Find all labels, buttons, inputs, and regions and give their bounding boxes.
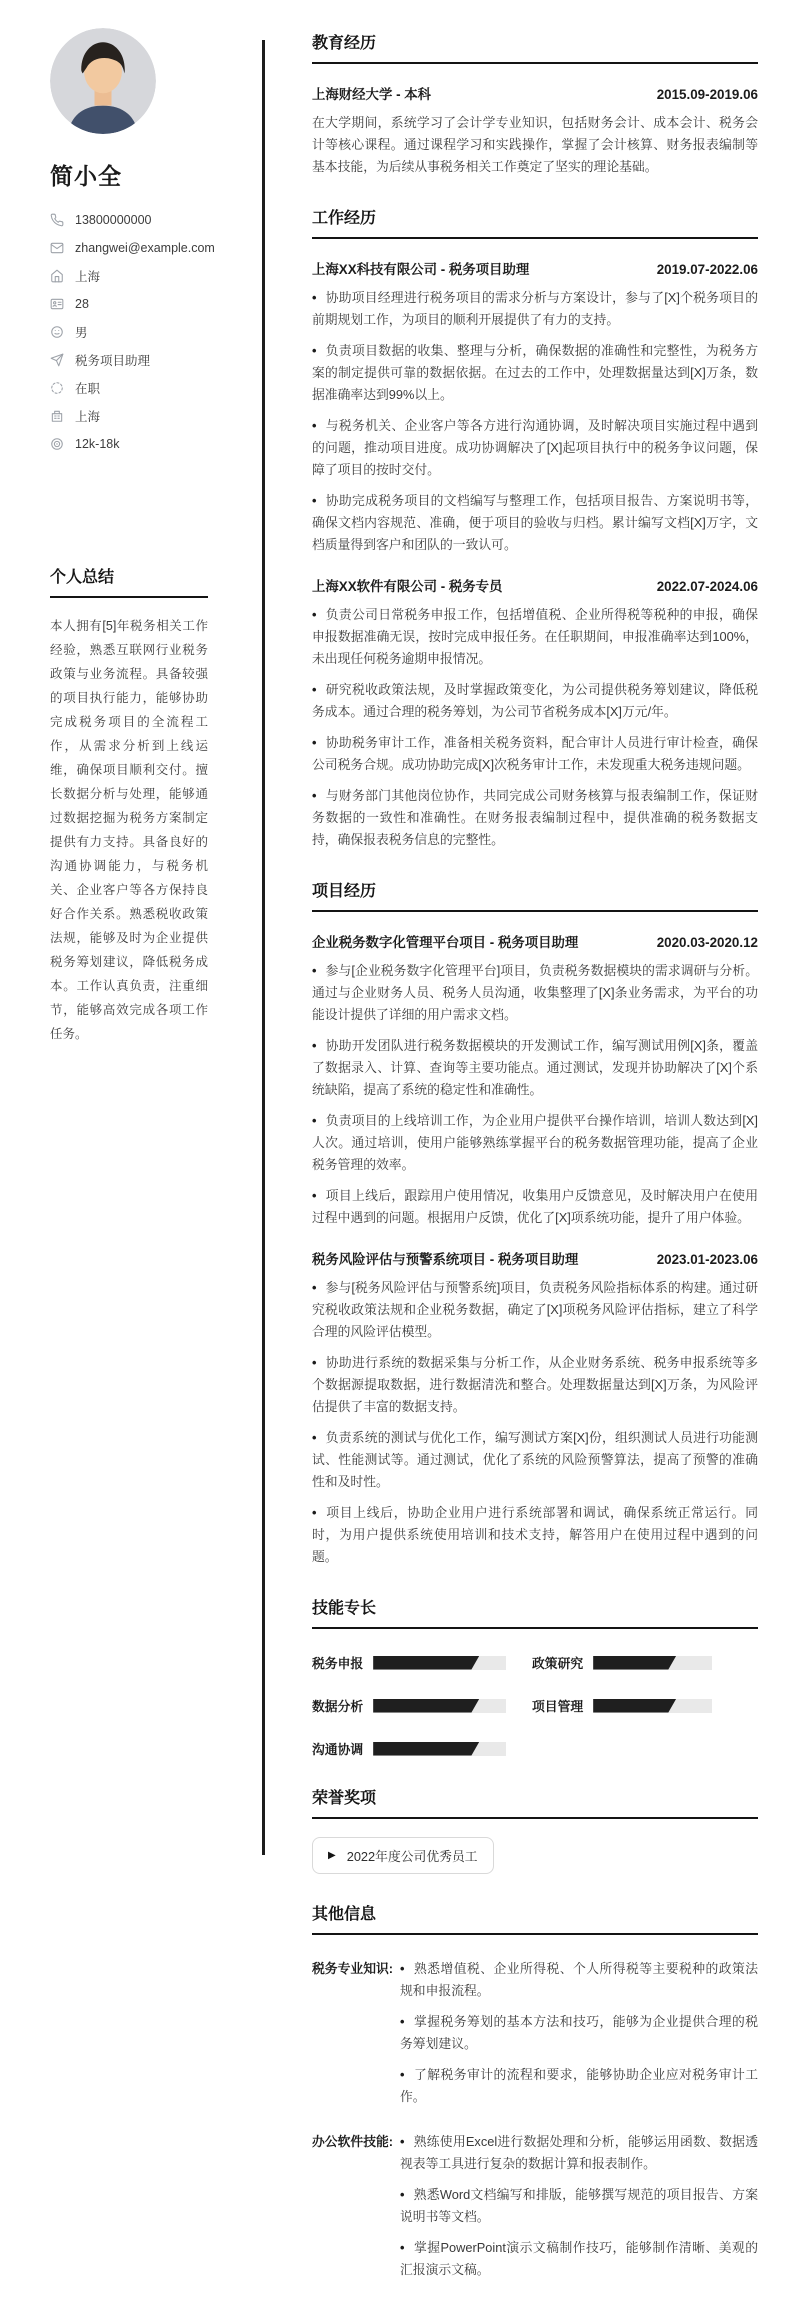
bullet-item: • 熟悉增值税、企业所得税、个人所得税等主要税种的政策法规和申报流程。 [400, 1958, 758, 2002]
summary-title: 个人总结 [50, 564, 208, 598]
project-entry [312, 932, 758, 1229]
skill-label: 政策研究 [532, 1656, 584, 1671]
entry-date: 2023.01-2023.06 [656, 1252, 758, 1267]
honors-title: 荣誉奖项 [312, 1785, 758, 1819]
skill-label: 项目管理 [532, 1699, 584, 1714]
bullet-item: • 负责公司日常税务申报工作，包括增值税、企业所得税等税种的申报，确保申报数据准确无误，按时完成申报任务。在任职期间，申报准确率达到100%，未出现任何税务逾期申报情况。 [312, 604, 758, 670]
education-section [312, 30, 758, 178]
other-info-title: 其他信息 [312, 1901, 758, 1935]
paper-plane-icon [50, 353, 64, 367]
skill-bar-fill [373, 1656, 479, 1670]
summary-text: 本人拥有[5]年税务相关工作经验，熟悉互联网行业税务政策与业务流程。具备较强的项目执行能力，能够协助完成税务项目的全流程工作，从需求分析到上线运维，确保项目顺利交付。擅长数据分析与处理，能够通过数据挖掘为税务方案制定提供有力支持。具备良好的沟通协调能力，与税务机关、企业客户等各方保持良好合作关系。熟悉税收政策法规，能够及时为企业提供税务筹划建议，降低税务成本。工作认真负责，注重细节，能够高效完成各项工作任务。 [50, 619, 208, 1041]
contact-row [50, 323, 262, 340]
other-info-group [312, 1949, 758, 2108]
contact-row [50, 239, 262, 256]
main-content [312, 30, 758, 2308]
skill-item [312, 1653, 506, 1672]
skill-label: 税务申报 [312, 1656, 364, 1671]
skill-bar-fill [373, 1742, 479, 1756]
bullet-item: • 参与[税务风险评估与预警系统]项目，负责税务风险指标体系的构建。通过研究税收政策法规和企业税务数据，确定了[X]项税务风险评估指标，建立了科学合理的风险评估模型。 [312, 1277, 758, 1343]
work-entry [312, 576, 758, 851]
bullet-item: • 项目上线后，协助企业用户进行系统部署和调试，确保系统正常运行。同时，为用户提供系统使用培训和技术支持，解答用户在使用过程中遇到的问题。 [312, 1502, 758, 1568]
bullet-item: • 协助项目经理进行税务项目的需求分析与方案设计，参与了[X]个税务项目的前期规划工作，为项目的顺利开展提供了有力的支持。 [312, 287, 758, 331]
entry-date: 2020.03-2020.12 [656, 935, 758, 950]
other-info-bullets [400, 1949, 758, 2108]
salary-icon [50, 437, 64, 451]
skill-item [312, 1739, 506, 1758]
work-title: 工作经历 [312, 205, 758, 239]
skill-label: 沟通协调 [312, 1742, 364, 1757]
skill-bar-track [373, 1742, 506, 1756]
phone-icon [50, 213, 64, 227]
contact-row [50, 407, 262, 424]
email-icon [50, 241, 64, 255]
bullet-item: • 掌握税务筹划的基本方法和技巧，能够为企业提供合理的税务筹划建议。 [400, 2011, 758, 2055]
bullet-item: • 与财务部门其他岗位协作，共同完成公司财务核算与报表编制工作，保证财务数据的一致性和准确性。在财务报表编制过程中，提供准确的税务数据支持，确保报表税务信息的完整性。 [312, 785, 758, 851]
other-info-group [312, 2122, 758, 2281]
entry-date: 2019.07-2022.06 [656, 262, 758, 277]
honor-badges [312, 1837, 758, 1874]
entry-header [312, 259, 758, 278]
project-entries [312, 932, 758, 1568]
work-entry [312, 259, 758, 556]
skill-item [312, 1696, 506, 1715]
bullet-item: • 了解税务审计的流程和要求，能够协助企业应对税务审计工作。 [400, 2064, 758, 2108]
contact-value: 上海 [75, 409, 101, 424]
contact-row [50, 435, 262, 452]
skill-label: 数据分析 [312, 1699, 364, 1714]
skills-section [312, 1595, 758, 1758]
skill-bar-track [593, 1699, 712, 1713]
avatar-illustration [50, 28, 156, 134]
person-name: 简小全 [50, 163, 122, 189]
bullet-item: • 负责项目数据的收集、整理与分析，确保数据的准确性和完整性，为税务方案的制定提供可靠的数据依据。在过去的工作中，处理数据量达到[X]万条，数据准确率达到99%以上。 [312, 340, 758, 406]
bullet-item: • 协助开发团队进行税务数据模块的开发测试工作，编写测试用例[X]条，覆盖了数据录入、计算、查询等主要功能点。通过测试，发现并协助解决了[X]个系统缺陷，提高了系统的稳定性和准确性。 [312, 1035, 758, 1101]
contact-value: 12k-18k [75, 436, 120, 451]
contact-row [50, 211, 262, 228]
status-icon [50, 381, 64, 395]
entry-header [312, 84, 758, 103]
entry-title: 税务风险评估与预警系统项目 - 税务项目助理 [312, 1252, 579, 1267]
honor-label: 2022年度公司优秀员工 [346, 1849, 478, 1864]
skills-title: 技能专长 [312, 1595, 758, 1629]
profile-photo [50, 28, 156, 134]
play-icon: ▶ [328, 1849, 336, 1861]
education-entry [312, 84, 758, 178]
summary-section [50, 564, 208, 1046]
bullet-item: • 负责系统的测试与优化工作，编写测试方案[X]份，组织测试人员进行功能测试、性能测试等。通过测试，优化了系统的风险预警算法，提高了预警的准确性和及时性。 [312, 1427, 758, 1493]
bullet-item: • 协助税务审计工作，准备相关税务资料，配合审计人员进行审计检查，确保公司税务合规。成功协助完成[X]次税务审计工作，未发现重大税务违规问题。 [312, 732, 758, 776]
projects-section [312, 878, 758, 1568]
contact-row [50, 295, 262, 312]
contact-list [50, 211, 262, 452]
contact-value: 税务项目助理 [75, 353, 151, 368]
gender-icon [50, 325, 64, 339]
contact-row [50, 379, 262, 396]
entry-header [312, 1249, 758, 1268]
bullet-item: • 负责项目的上线培训工作，为企业用户提供平台操作培训，培训人数达到[X]人次。通过培训，使用户能够熟练掌握平台的税务数据管理功能，提高了企业税务管理的效率。 [312, 1110, 758, 1176]
other-info-bullets [400, 2122, 758, 2281]
contact-value: 28 [75, 296, 89, 311]
skills-grid [312, 1653, 758, 1758]
other-info-label: 税务专业知识: [312, 1961, 394, 1976]
skill-bar-track [373, 1699, 506, 1713]
other-info-section [312, 1901, 758, 2281]
contact-value: zhangwei@example.com [75, 240, 215, 255]
education-title: 教育经历 [312, 30, 758, 64]
entry-date: 2022.07-2024.06 [656, 579, 758, 594]
honors-section [312, 1785, 758, 1874]
other-info-groups [312, 1949, 758, 2281]
bullet-item: • 项目上线后，跟踪用户使用情况，收集用户反馈意见，及时解决用户在使用过程中遇到的问题。根据用户反馈，优化了[X]项系统功能，提升了用户体验。 [312, 1185, 758, 1229]
entry-date: 2015.09-2019.06 [656, 87, 758, 102]
entry-title: 上海XX科技有限公司 - 税务项目助理 [312, 262, 530, 277]
entry-header [312, 932, 758, 951]
contact-value: 在职 [75, 381, 101, 396]
entry-header [312, 576, 758, 595]
skill-bar-fill [373, 1699, 479, 1713]
work-entries [312, 259, 758, 851]
projects-title: 项目经历 [312, 878, 758, 912]
bullet-item: • 与税务机关、企业客户等各方进行沟通协调，及时解决项目实施过程中遇到的问题，推动项目进度。成功协调解决了[X]起项目执行中的税务争议问题，保障了项目的按时交付。 [312, 415, 758, 481]
bullet-item: • 参与[企业税务数字化管理平台]项目，负责税务数据模块的需求调研与分析。通过与企业财务人员、税务人员沟通，收集整理了[X]条业务需求，为平台的功能设计提供了详细的用户需求文档。 [312, 960, 758, 1026]
vertical-divider [262, 40, 265, 1855]
education-entries [312, 84, 758, 178]
project-entry [312, 1249, 758, 1568]
honor-badge [312, 1837, 494, 1874]
work-section [312, 205, 758, 851]
contact-value: 13800000000 [75, 212, 152, 227]
other-info-label: 办公软件技能: [312, 2134, 394, 2149]
entry-title: 上海XX软件有限公司 - 税务专员 [312, 579, 503, 594]
skill-bar-fill [593, 1656, 676, 1670]
bullet-item: • 熟悉Word文档编写和排版，能够撰写规范的项目报告、方案说明书等文档。 [400, 2184, 758, 2228]
skill-bar-fill [593, 1699, 676, 1713]
entry-title: 企业税务数字化管理平台项目 - 税务项目助理 [312, 935, 579, 950]
id-card-icon [50, 297, 64, 311]
skill-bar-track [593, 1656, 712, 1670]
skill-bar-track [373, 1656, 506, 1670]
entry-description: 在大学期间，系统学习了会计学专业知识，包括财务会计、成本会计、税务会计等核心课程。通过课程学习和实践操作，掌握了会计核算、财务报表编制等基本技能，为后续从事税务相关工作奠定了坚实的理论基础。 [312, 115, 758, 174]
bullet-item: • 掌握PowerPoint演示文稿制作技巧，能够制作清晰、美观的汇报演示文稿。 [400, 2237, 758, 2281]
sidebar [0, 0, 262, 1046]
bullet-item: • 协助完成税务项目的文档编写与整理工作，包括项目报告、方案说明书等，确保文档内容规范、准确，便于项目的验收与归档。累计编写文档[X]万字，文档质量得到客户和团队的一致认可。 [312, 490, 758, 556]
skill-item [532, 1653, 712, 1672]
home-icon [50, 269, 64, 283]
skill-item [532, 1696, 712, 1715]
bullet-item: • 研究税收政策法规，及时掌握政策变化，为公司提供税务筹划建议，降低税务成本。通过合理的税务筹划，为公司节省税务成本[X]万元/年。 [312, 679, 758, 723]
contact-value: 男 [75, 325, 88, 340]
building-icon [50, 409, 64, 423]
bullet-item: • 熟练使用Excel进行数据处理和分析，能够运用函数、数据透视表等工具进行复杂的数据计算和报表制作。 [400, 2131, 758, 2175]
contact-value: 上海 [75, 269, 101, 284]
entry-title: 上海财经大学 - 本科 [312, 87, 432, 102]
bullet-item: • 协助进行系统的数据采集与分析工作，从企业财务系统、税务申报系统等多个数据源提取数据，进行数据清洗和整合。处理数据量达到[X]万条，为风险评估提供了丰富的数据支持。 [312, 1352, 758, 1418]
contact-row [50, 351, 262, 368]
contact-row [50, 267, 262, 284]
